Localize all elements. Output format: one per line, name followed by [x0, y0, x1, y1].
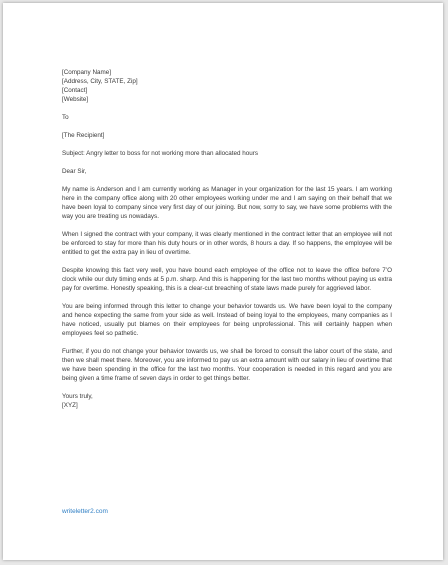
closing: Yours truly,: [62, 393, 93, 400]
paragraph-3: Despite knowing this fact very well, you have bound each employee of the office not to leave the office before 7’O clock while our duty timing ends at 5 p.m. sharp. And this is happening for the last two months without paying us extra pay for overtime. Honestly speaking, this is a clear-cut breaching of state laws made purely for aggrieved labor.: [62, 267, 392, 292]
subject-line: Subject: Angry letter to boss for not working more than allocated hours: [62, 150, 259, 157]
to-label: To: [62, 114, 69, 121]
footer-website-link[interactable]: writeletter2.com: [62, 508, 108, 515]
signature: [XYZ]: [62, 402, 78, 409]
paragraph-1: My name is Anderson and I am currently working as Manager in your organization for the last 15 years. I am working here in the company office along with 20 other employees working under me and I am saying on their behalf that we have been loyal to company since very first day of our joining. But now, sorry to say, we have some problems with the way you are treating us nowadays.: [62, 186, 392, 220]
document-page: [3, 3, 443, 560]
sender-address: [Address, City, STATE, Zip]: [62, 78, 138, 85]
paragraph-5: Further, if you do not change your behavior towards us, we shall be forced to consult the labor court of the state, and then we shall meet there. Moreover, you are informed to pay us an extra amount with our salary in lieu of overtime that we have been spending in the office for the last two months. Your cooperation is needed in this regard and you are being given a time frame of seven days in order to get things better.: [62, 348, 392, 382]
paragraph-4: You are being informed through this letter to change your behavior towards us. We have been loyal to the company and hence expecting the same from your side as well. Instead of being loyal to the employees, many companies as I have noticed, usually put blames on their employees for being unprofessional. This will certainly happen when employees feel so pathetic.: [62, 303, 392, 337]
sender-website: [Website]: [62, 96, 89, 103]
sender-company: [Company Name]: [62, 69, 111, 76]
letter-body: [62, 68, 392, 410]
paragraph-2: When I signed the contract with your company, it was clearly mentioned in the contract letter that an employee will not be enforced to stay for more than his duty hours or in other words, 8 hours a day. If so happens, the employee will be entitled to get the extra pay in lieu of overtime.: [62, 231, 392, 256]
salutation: Dear Sir,: [62, 168, 87, 175]
sender-contact: [Contact]: [62, 87, 88, 94]
recipient: [The Recipient]: [62, 132, 105, 139]
